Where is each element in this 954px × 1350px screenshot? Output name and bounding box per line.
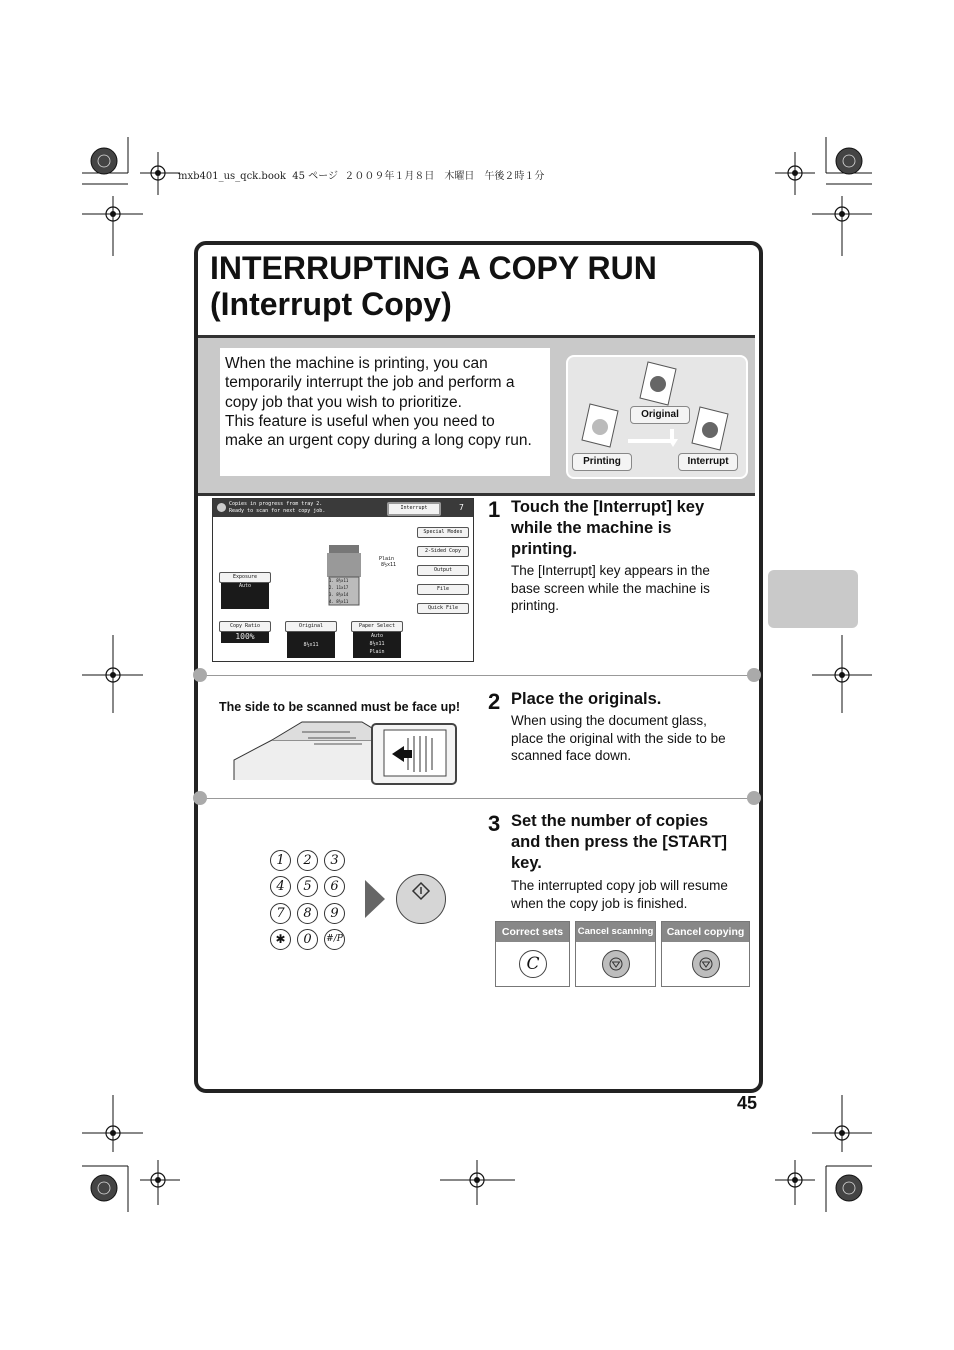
stop-icon [609,957,623,971]
stop-icon [699,957,713,971]
step-title-line: key. [511,854,542,872]
paper-select-value[interactable] [353,632,401,658]
step-title-line: Place the originals. [511,690,662,708]
paper-select-item: Plain [369,649,385,655]
paper-size: 8½x11 [381,562,397,568]
special-modes-button[interactable]: Special Modes [417,527,469,538]
step-desc-line: base screen while the machine is [511,580,710,596]
original-label: Original [630,406,690,424]
tray-item: 2. 11x17 [329,585,349,590]
status-icon [217,503,226,512]
arrow-right-icon [365,880,385,918]
interrupt-button[interactable]: Interrupt [387,502,441,516]
step-desc-line: The [Interrupt] key appears in the [511,563,710,578]
printing-label: Printing [572,453,632,471]
copy-base-screen [212,498,474,662]
status-line: Copies in progress from tray 2. [229,501,323,507]
exposure-label[interactable]: Exposure [219,572,271,583]
original-label[interactable]: Original [285,621,337,632]
stop-key-icon [602,950,630,978]
cancel-scanning-label: Cancel scanning [576,922,655,942]
intro-line: temporarily interrupt the job and perform a [225,374,515,392]
page-number: 45 [737,1093,758,1113]
key-7[interactable]: 7 [270,903,291,924]
scan-note: The side to be scanned must be face up! [219,700,461,714]
step-desc-line: When using the document glass, [511,713,707,728]
step-desc-line: when the copy job is finished. [511,895,688,911]
paper-select-item: Auto [370,633,384,639]
step-desc-line: scanned face down. [511,748,632,763]
divider-dot [193,791,207,805]
quick-file-button[interactable]: Quick File [417,603,469,614]
intro-text [225,354,550,450]
step-title-line: printing. [511,540,577,558]
tray-item: 4. 8½x11 [329,599,349,604]
cancel-copying-label: Cancel copying [662,922,749,942]
correct-sets-button[interactable] [495,921,570,987]
output-button[interactable]: Output [417,565,469,576]
tray-list [329,577,363,605]
key-0[interactable]: 0 [297,929,318,950]
key-8[interactable]: 8 [297,903,318,924]
key-6[interactable]: 6 [324,876,345,897]
paper-select-label[interactable]: Paper Select [351,621,403,632]
title-line-1: INTERRUPTING A COPY RUN [210,250,657,286]
correct-sets-label: Correct sets [496,922,569,942]
key-asterisk[interactable]: ✱ [270,929,291,950]
original-value[interactable]: 8½x11 [287,632,335,658]
key-5[interactable]: 5 [297,876,318,897]
paper-select-item: 8½x11 [369,641,385,647]
status-line: Ready to scan for next copy job. [229,508,326,514]
step-number: 3 [488,811,501,836]
step-title-line: Touch the [Interrupt] key [511,498,705,516]
step-desc-line: printing. [511,598,560,613]
step-desc-line: The interrupted copy job will resume [511,878,728,893]
exposure-value[interactable]: Auto [221,583,269,609]
divider-dot [747,791,761,805]
tray-item: 3. 8½x14 [329,592,349,597]
key-9[interactable]: 9 [324,903,345,924]
copy-ratio-value[interactable]: 100% [221,632,269,643]
step-title-line: and then press the [START] [511,833,728,851]
intro-line: When the machine is printing, you can [225,355,488,372]
print-header: mxb401_us_qck.book 45 ページ ２００９年１月８日 木曜日 午後２時１分 [178,171,545,182]
copy-count: 7 [459,503,464,512]
step-description [511,712,726,765]
intro-line: make an urgent copy during a long copy run. [225,432,532,450]
stop-key-icon [692,950,720,978]
step-description [511,877,728,912]
step-desc-line: place the original with the side to be [511,730,726,746]
scanner-icon [232,718,460,786]
file-button[interactable]: File [417,584,469,595]
tray-item: 1. 8½x11 [329,578,349,583]
key-4[interactable]: 4 [270,876,291,897]
step-description [511,562,710,615]
cancel-scanning-button[interactable] [575,921,656,987]
cancel-copying-button[interactable] [661,921,750,987]
step-title [511,811,727,874]
chapter-tab [768,570,858,628]
step-title [511,689,661,710]
key-2[interactable]: 2 [297,850,318,871]
intro-line: copy job that you wish to prioritize. [225,393,462,411]
start-key[interactable] [396,874,446,924]
divider [198,798,755,799]
key-1[interactable]: 1 [270,850,291,871]
paper-type: Plain [379,556,395,562]
key-hash-p[interactable]: #/P [324,929,345,950]
divider-dot [747,668,761,682]
clear-key-icon: C [519,950,547,978]
start-icon [411,881,431,901]
divider-dot [193,668,207,682]
step-number: 2 [488,689,501,714]
title-line-2: (Interrupt Copy) [210,286,452,322]
step-title [511,497,704,560]
interrupt-label: Interrupt [678,453,738,471]
step-number: 1 [488,497,501,522]
copy-ratio-label[interactable]: Copy Ratio [219,621,271,632]
two-sided-copy-button[interactable]: 2-Sided Copy [417,546,469,557]
page-title [210,250,657,322]
divider [198,675,755,676]
step-title-line: while the machine is [511,519,672,537]
intro-line: This feature is useful when you need to [225,412,495,430]
key-3[interactable]: 3 [324,850,345,871]
interrupt-illustration [566,355,748,479]
step-title-line: Set the number of copies [511,812,709,830]
